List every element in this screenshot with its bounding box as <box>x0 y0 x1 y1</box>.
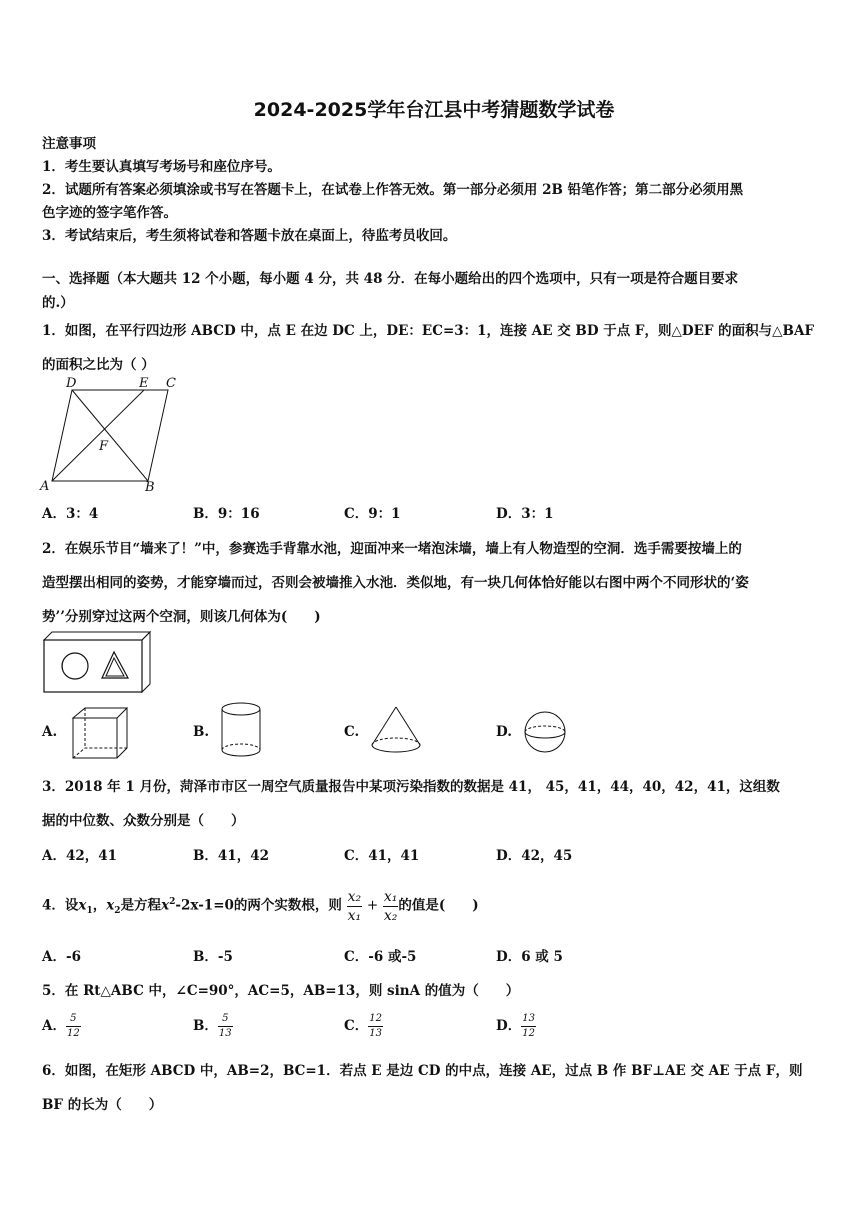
fraction-x1-over-x2: $\frac{\text{x₁}}{\text{x₂}}$ <box>383 888 398 924</box>
q4-option-c: C．-6 或-5 <box>344 949 417 965</box>
question-6-text-cont: BF 的长为（ ） <box>42 1097 163 1113</box>
q5-option-a: A． $\frac{5}{12}$ <box>42 1013 80 1039</box>
q4-option-a: A．-6 <box>42 949 81 965</box>
label-f: F <box>99 439 109 454</box>
cylinder-icon <box>220 702 264 758</box>
fraction-x2-over-x1: $\frac{\text{x₂}}{\text{x₁}}$ <box>347 888 362 924</box>
q3-option-d: D．42，45 <box>496 848 573 864</box>
q2-option-d: D. <box>496 724 512 740</box>
question-3-text: 3．2018 年 1 月份，菏泽市市区一周空气质量报告中某项污染指数的数据是 41， 45，41，44，40，42，41，这组数 <box>42 779 780 795</box>
q2-option-c: C. <box>344 724 360 740</box>
question-6-text: 6．如图，在矩形 ABCD 中，AB=2，BC=1．若点 E 是边 CD 的中点，连接 AE，过点 B 作 BF⊥AE 交 AE 于点 F，则 <box>42 1063 803 1079</box>
notice-heading: 注意事项 <box>42 136 96 152</box>
segment-ae <box>52 390 144 481</box>
notice-item: 3．考试结束后，考生须将试卷和答题卡放在桌面上，待监考员收回。 <box>42 228 457 244</box>
q1-option-c: C．9：1 <box>344 506 401 522</box>
question-5-text: 5．在 Rt△ABC 中，∠C=90°，AC=5，AB=13，则 sinA 的值为（ ） <box>42 983 520 999</box>
q1-option-d: D．3：1 <box>496 506 554 522</box>
q5-option-d: D． $\frac{13}{12}$ <box>496 1013 535 1039</box>
q4-option-d: D．6 或 5 <box>496 949 563 965</box>
question-2-text-cont: 势’’分别穿过这两个空洞，则该几何体为( ) <box>42 609 321 625</box>
label-b: B <box>145 480 155 495</box>
segment-bd <box>72 390 148 481</box>
q5-option-b: B． $\frac{5}{13}$ <box>193 1013 232 1039</box>
q2-option-a: A. <box>42 724 58 740</box>
label-e: E <box>139 376 149 391</box>
q1-option-a: A．3：4 <box>42 506 99 522</box>
q1-option-b: B．9：16 <box>193 506 260 522</box>
notice-item: 1．考生要认真填写考场号和座位序号。 <box>42 159 281 175</box>
label-d: D <box>66 376 77 391</box>
question-3-text-cont: 据的中位数、众数分别是（ ） <box>42 813 245 829</box>
parallelogram-figure <box>38 378 188 493</box>
q5-option-c: C． $\frac{12}{13}$ <box>344 1013 382 1039</box>
wall-figure <box>44 632 152 694</box>
q3-option-b: B．41，42 <box>193 848 269 864</box>
question-1-text-cont: 的面积之比为（ ） <box>42 357 155 373</box>
section-heading: 一、选择题（本大题共 12 个小题，每小题 4 分，共 48 分．在每小题给出的四个选项中，只有一项是符合题目要求 <box>42 271 739 287</box>
question-2-text: 2．在娱乐节目“墙来了！”中，参赛选手背靠水池，迎面冲来一堵泡沫墙，墙上有人物造型的空洞．选手需要按墙上的 <box>42 541 742 557</box>
sphere-icon <box>523 710 567 754</box>
notice-item: 色字迹的签字笔作答。 <box>42 205 177 221</box>
label-c: C <box>166 376 176 391</box>
section-heading-cont: 的.） <box>42 295 74 311</box>
page-title: 2024-2025学年台江县中考猜题数学试卷 <box>253 99 615 121</box>
question-4-text: 4．设$x_1$，$x_2$是方程$x^2-2x-1=0$的两个实数根，则 $\frac{\text{x₂}}{\text{x₁}}$ + $\frac{\text{x₁}}{\text{x₂}}$ 的值是( ) <box>42 888 479 924</box>
q3-option-a: A．42，41 <box>42 848 118 864</box>
question-1-text: 1．如图，在平行四边形 ABCD 中，点 E 在边 DC 上，DE：EC=3：1，连接 AE 交 BD 于点 F，则△DEF 的面积与△BAF <box>42 323 815 339</box>
cone-icon <box>370 705 422 755</box>
label-a: A <box>40 479 50 494</box>
q3-option-c: C．41，41 <box>344 848 420 864</box>
cube-icon <box>71 706 131 761</box>
q4-option-b: B．-5 <box>193 949 233 965</box>
notice-item: 2．试题所有答案必须填涂或书写在答题卡上，在试卷上作答无效。第一部分必须用 2B 铅笔作答；第二部分必须用黑 <box>42 182 744 198</box>
triangle-hole <box>102 652 128 678</box>
q2-option-b: B. <box>193 724 210 740</box>
question-2-text-cont: 造型摆出相同的姿势，才能穿墙而过，否则会被墙推入水池．类似地，有一块几何体恰好能以右图中两个不同形状的‘姿 <box>42 575 749 591</box>
